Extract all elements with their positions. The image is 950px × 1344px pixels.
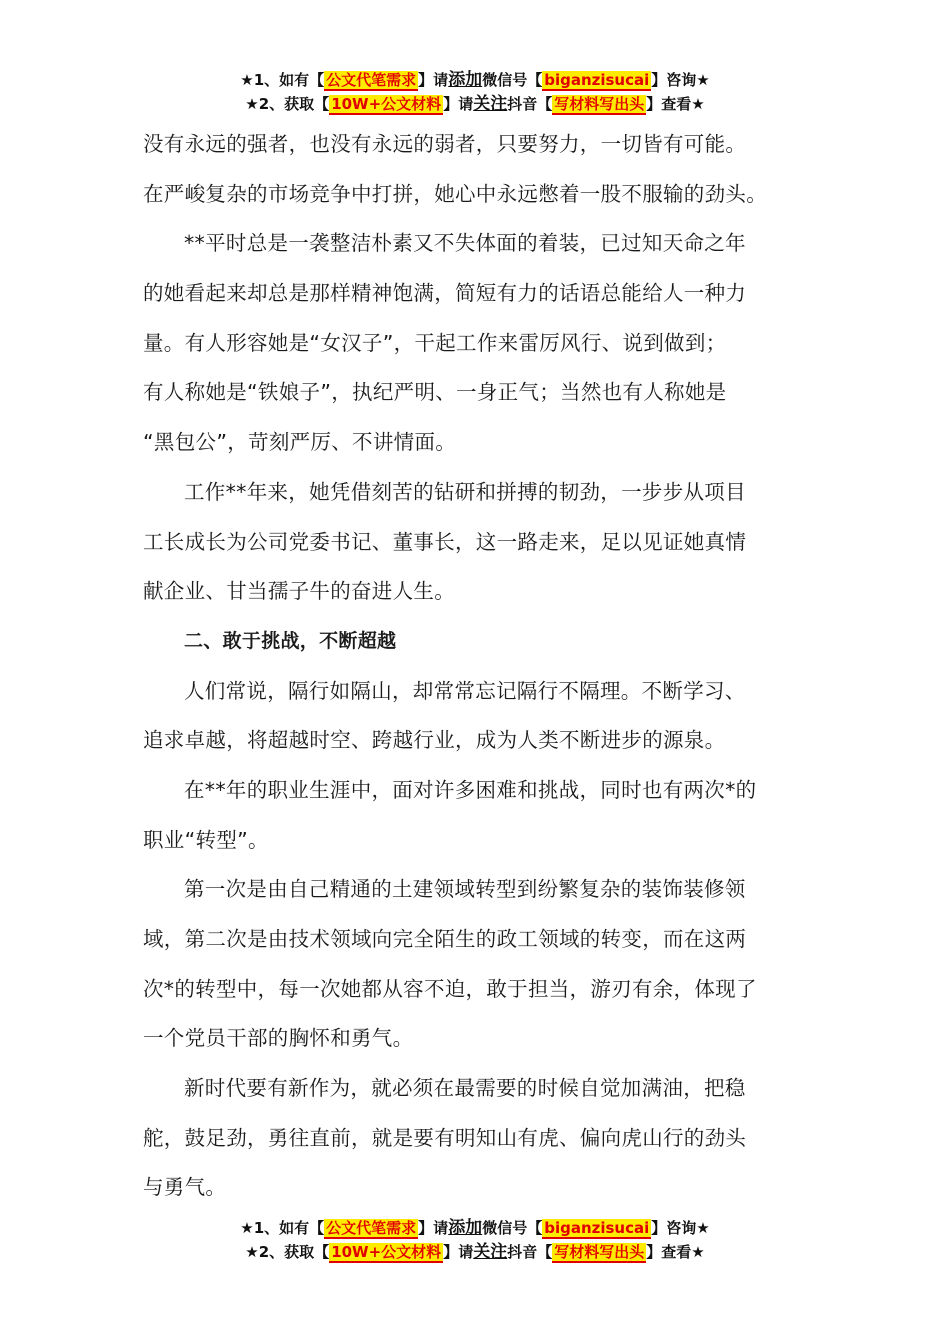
banner-text: 】请 [418,71,449,89]
text-line: 职业“转型”。 [143,827,269,852]
banner-emphasis: 添加 [448,1218,483,1238]
paragraph-start: **平时总是一袭整洁朴素又不失体面的着装，已过知天命之年 [184,231,746,256]
text-line: 有人称她是“铁娘子”，执纪严明、一身正气；当然也有人称她是 [143,380,727,405]
banner-text: 】请 [418,1219,449,1237]
document-body [143,120,807,1213]
banner-line-2 [0,92,950,116]
text-line: 没有永远的强者，也没有永远的弱者，只要努力，一切皆有可能。 [143,132,747,156]
text-line: 在严峻复杂的市场竞争中打拼，她心中永远憋着一股不服输的劲头。 [143,181,767,206]
paragraph-start: 在**年的职业生涯中，面对许多困难和挑战，同时也有两次*的 [184,777,757,802]
text-line: 舵，鼓足劲，勇往直前，就是要有明知山有虎、偏向虎山行的劲头 [143,1125,747,1150]
paragraph-start: 人们常说，隔行如隔山，却常常忘记隔行不隔理。不断学习、 [184,678,746,703]
banner-highlight: biganzisucai [544,1219,650,1237]
banner-highlight: 10W+公文材料 [331,95,442,113]
text-line: 一个党员干部的胸怀和勇气。 [143,1026,414,1051]
banner-highlight: biganzisucai [544,71,650,89]
banner-line-1 [0,68,950,92]
banner-text: 】查看★ [646,95,705,113]
text-line: 工长成长为公司党委书记、董事长，这一路走来，足以见证她真情 [143,529,747,554]
banner-emphasis: 添加 [448,70,483,90]
banner-highlight: 写材料写出头 [554,95,645,113]
paragraph-start: 第一次是由自己精通的土建领域转型到纷繁复杂的装饰装修领 [184,877,746,902]
banner-text: ★2、获取【 [245,95,330,113]
footer-banner [0,1216,950,1264]
banner-line-1 [0,1216,950,1240]
banner-text: 】查看★ [646,1243,705,1261]
banner-highlight: 公文代笔需求 [326,1219,417,1237]
banner-emphasis: 关注 [473,1242,508,1262]
banner-line-2 [0,1240,950,1264]
text-line: 的她看起来却总是那样精神饱满，简短有力的话语总能给人一种力 [143,281,747,306]
banner-text: ★2、获取【 [245,1243,330,1261]
banner-text: 】咨询★ [651,71,710,89]
text-line: 次*的转型中，每一次她都从容不迫，敢于担当，游刃有余，体现了 [143,976,757,1001]
banner-text: 微信号【 [482,1219,543,1237]
banner-text: 抖音【 [507,1243,553,1261]
text-line: 献企业、甘当孺子牛的奋进人生。 [143,579,455,604]
header-banner [0,68,950,116]
text-line: 量。有人形容她是“女汉子”，干起工作来雷厉风行、说到做到； [143,330,727,355]
banner-text: 抖音【 [507,95,553,113]
banner-text: 】请 [443,1243,474,1261]
banner-text: ★1、如有【 [240,1219,325,1237]
banner-text: 微信号【 [482,71,543,89]
text-line: “黑包公”，苛刻严厉、不讲情面。 [143,430,457,455]
banner-emphasis: 关注 [473,94,508,114]
text-line: 域，第二次是由技术领域向完全陌生的政工领域的转变，而在这两 [143,927,747,951]
banner-highlight: 公文代笔需求 [326,71,417,89]
banner-highlight: 写材料写出头 [554,1243,645,1261]
banner-text: 】咨询★ [651,1219,710,1237]
banner-text: ★1、如有【 [240,71,325,89]
text-line: 追求卓越，将超越时空、跨越行业，成为人类不断进步的源泉。 [143,728,726,753]
paragraph-start: 工作**年来，她凭借刻苦的钻研和拼搏的韧劲，一步步从项目 [184,479,746,504]
paragraph-start: 新时代要有新作为，就必须在最需要的时候自觉加满油，把稳 [184,1076,746,1101]
banner-text: 】请 [443,95,474,113]
banner-highlight: 10W+公文材料 [331,1243,442,1261]
text-line: 与勇气。 [143,1175,227,1200]
section-heading: 二、敢于挑战，不断超越 [184,629,397,652]
